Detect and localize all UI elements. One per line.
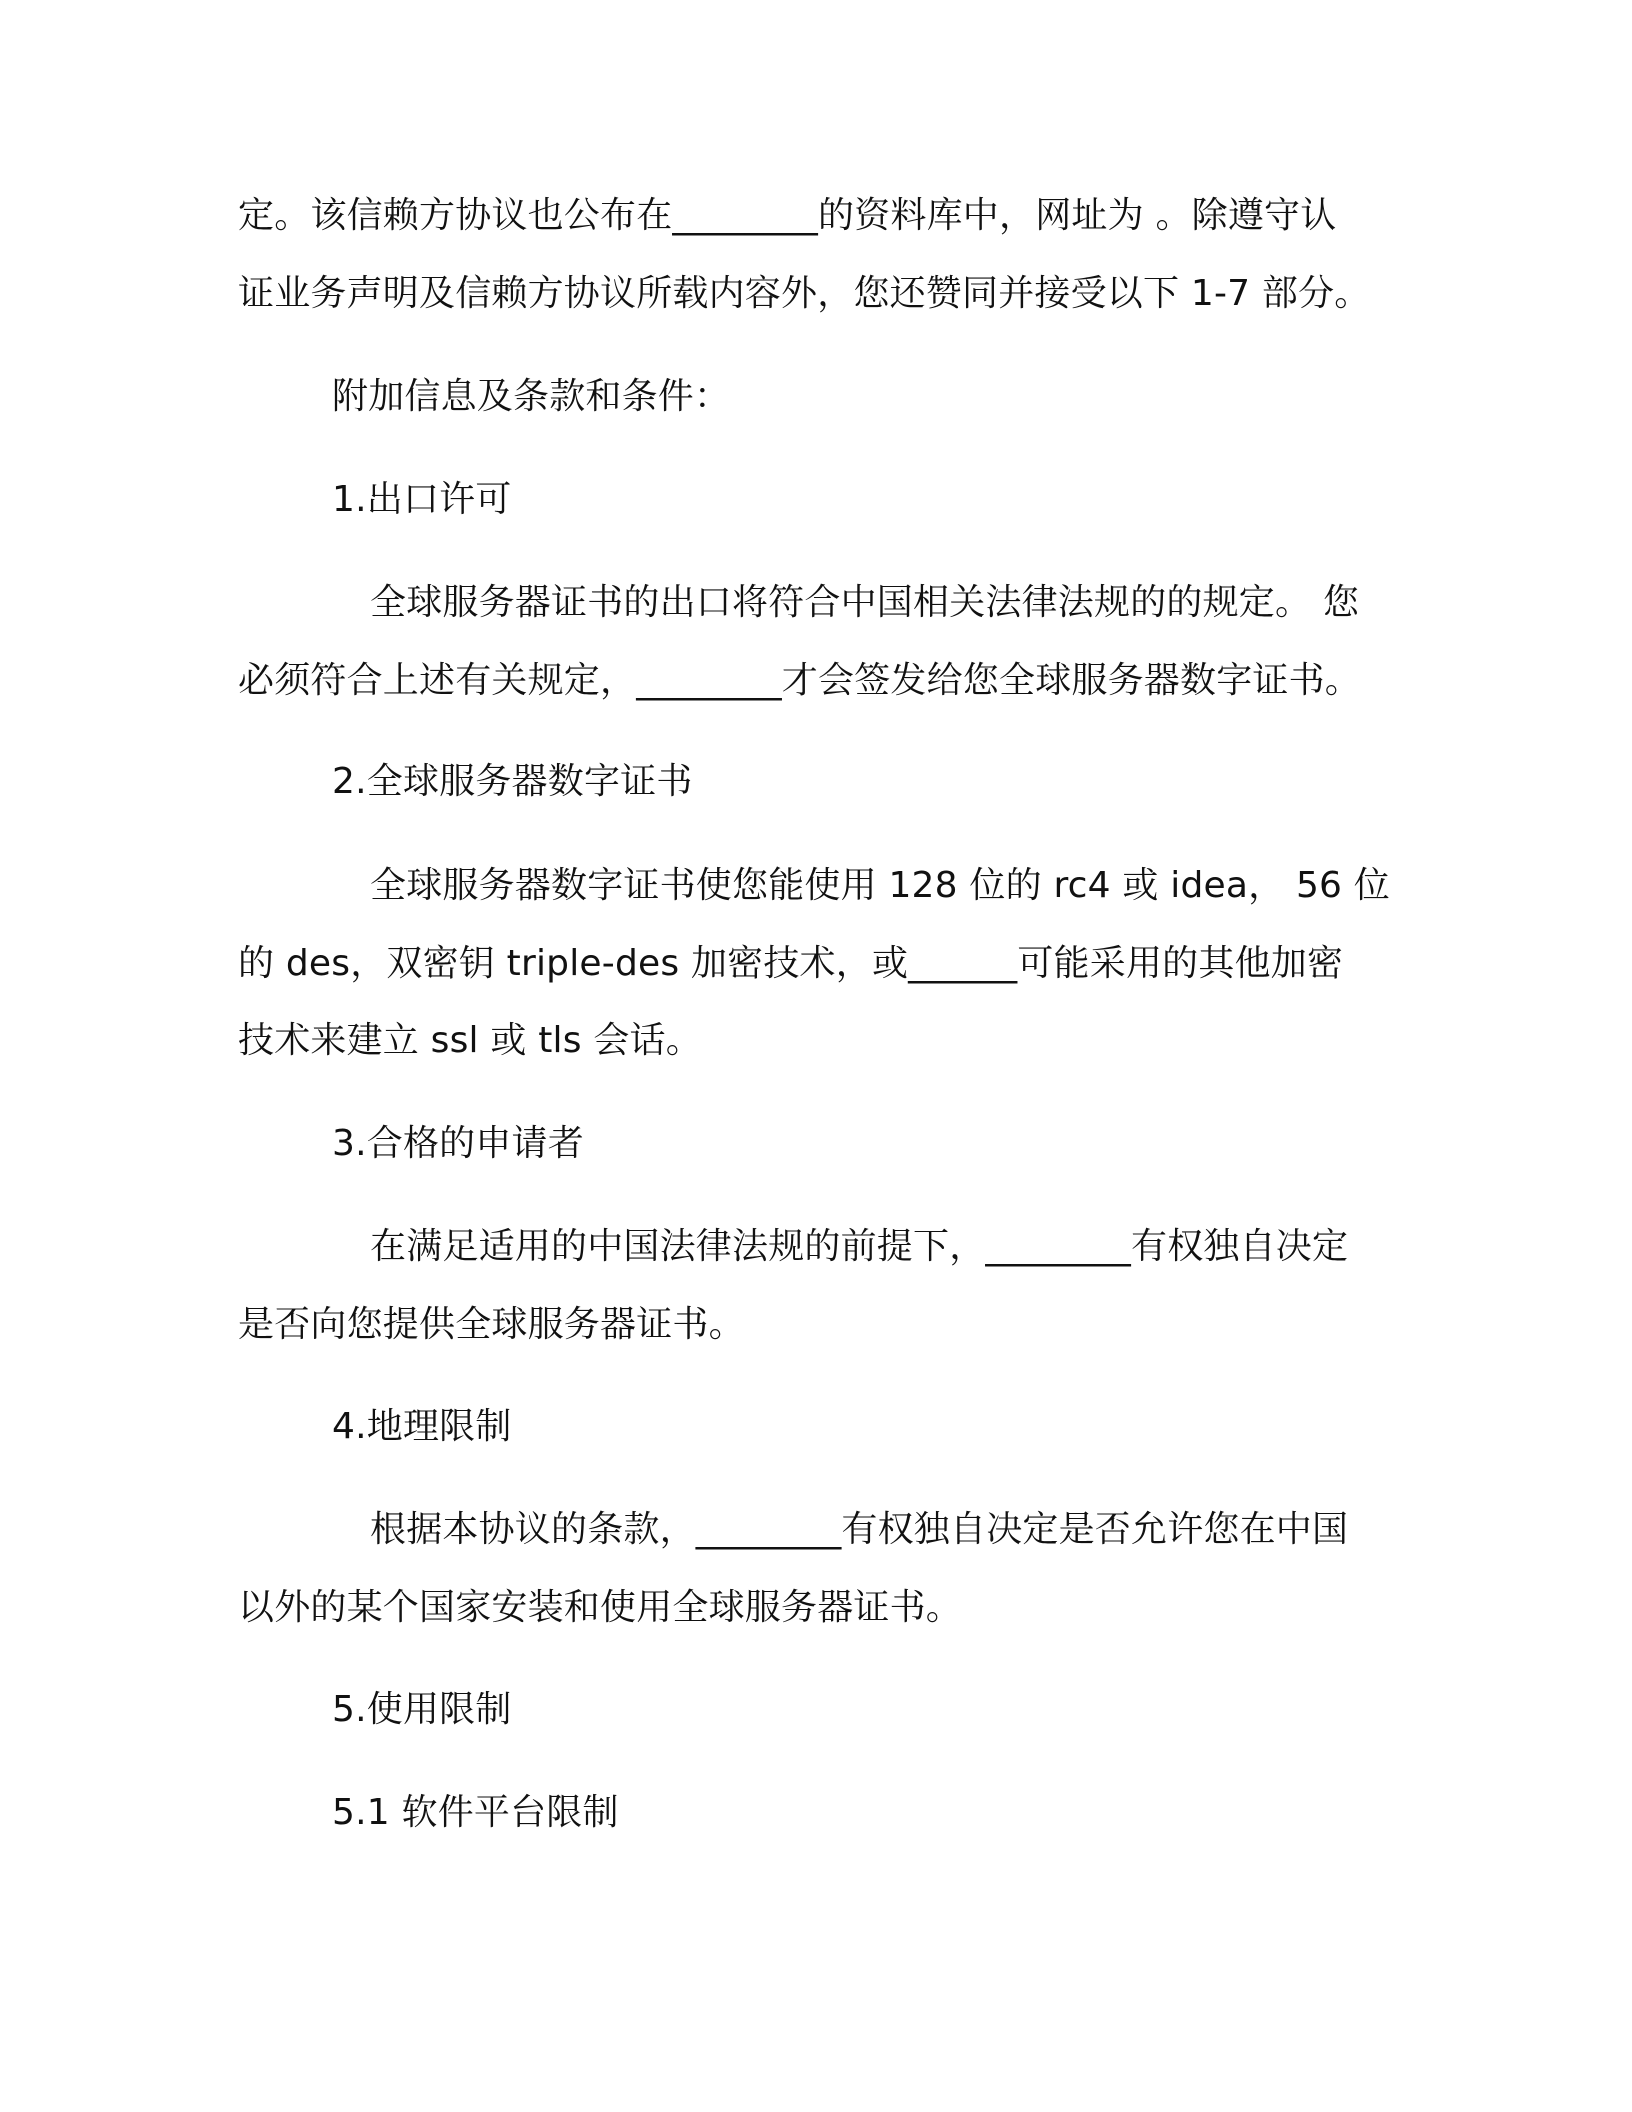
paragraph-line: 全球服务器证书的出口将符合中国相关法律法规的的规定。 您 bbox=[370, 582, 1360, 623]
section-5-heading: 5.使用限制 bbox=[332, 1689, 512, 1730]
intro-heading: 附加信息及条款和条件： bbox=[332, 376, 731, 417]
subsection-5-1-heading: 5.1 软件平台限制 bbox=[332, 1792, 619, 1833]
paragraph-line: 在满足适用的中国法律法规的前提下，________有权独自决定 bbox=[370, 1226, 1349, 1267]
section-3-heading: 3.合格的申请者 bbox=[332, 1123, 584, 1164]
paragraph-line: 的 des，双密钥 triple-des 加密技术，或______可能采用的其他加密 bbox=[238, 943, 1344, 984]
paragraph-line: 证业务声明及信赖方协议所载内容外，您还赞同并接受以下 1-7 部分。 bbox=[238, 273, 1371, 314]
paragraph-line: 以外的某个国家安装和使用全球服务器证书。 bbox=[238, 1587, 963, 1628]
paragraph-line: 全球服务器数字证书使您能使用 128 位的 rc4 或 idea， 56 位 bbox=[370, 865, 1390, 906]
paragraph-line: 技术来建立 ssl 或 tls 会话。 bbox=[238, 1020, 702, 1061]
paragraph-line: 根据本协议的条款，________有权独自决定是否允许您在中国 bbox=[370, 1509, 1349, 1550]
section-1-heading: 1.出口许可 bbox=[332, 479, 512, 520]
section-2-heading: 2.全球服务器数字证书 bbox=[332, 761, 693, 802]
paragraph-line: 是否向您提供全球服务器证书。 bbox=[238, 1304, 745, 1345]
paragraph-line: 定。该信赖方协议也公布在________的资料库中，网址为 。除遵守认 bbox=[238, 195, 1337, 236]
section-4-heading: 4.地理限制 bbox=[332, 1406, 512, 1447]
paragraph-line: 必须符合上述有关规定，________才会签发给您全球服务器数字证书。 bbox=[238, 660, 1362, 701]
